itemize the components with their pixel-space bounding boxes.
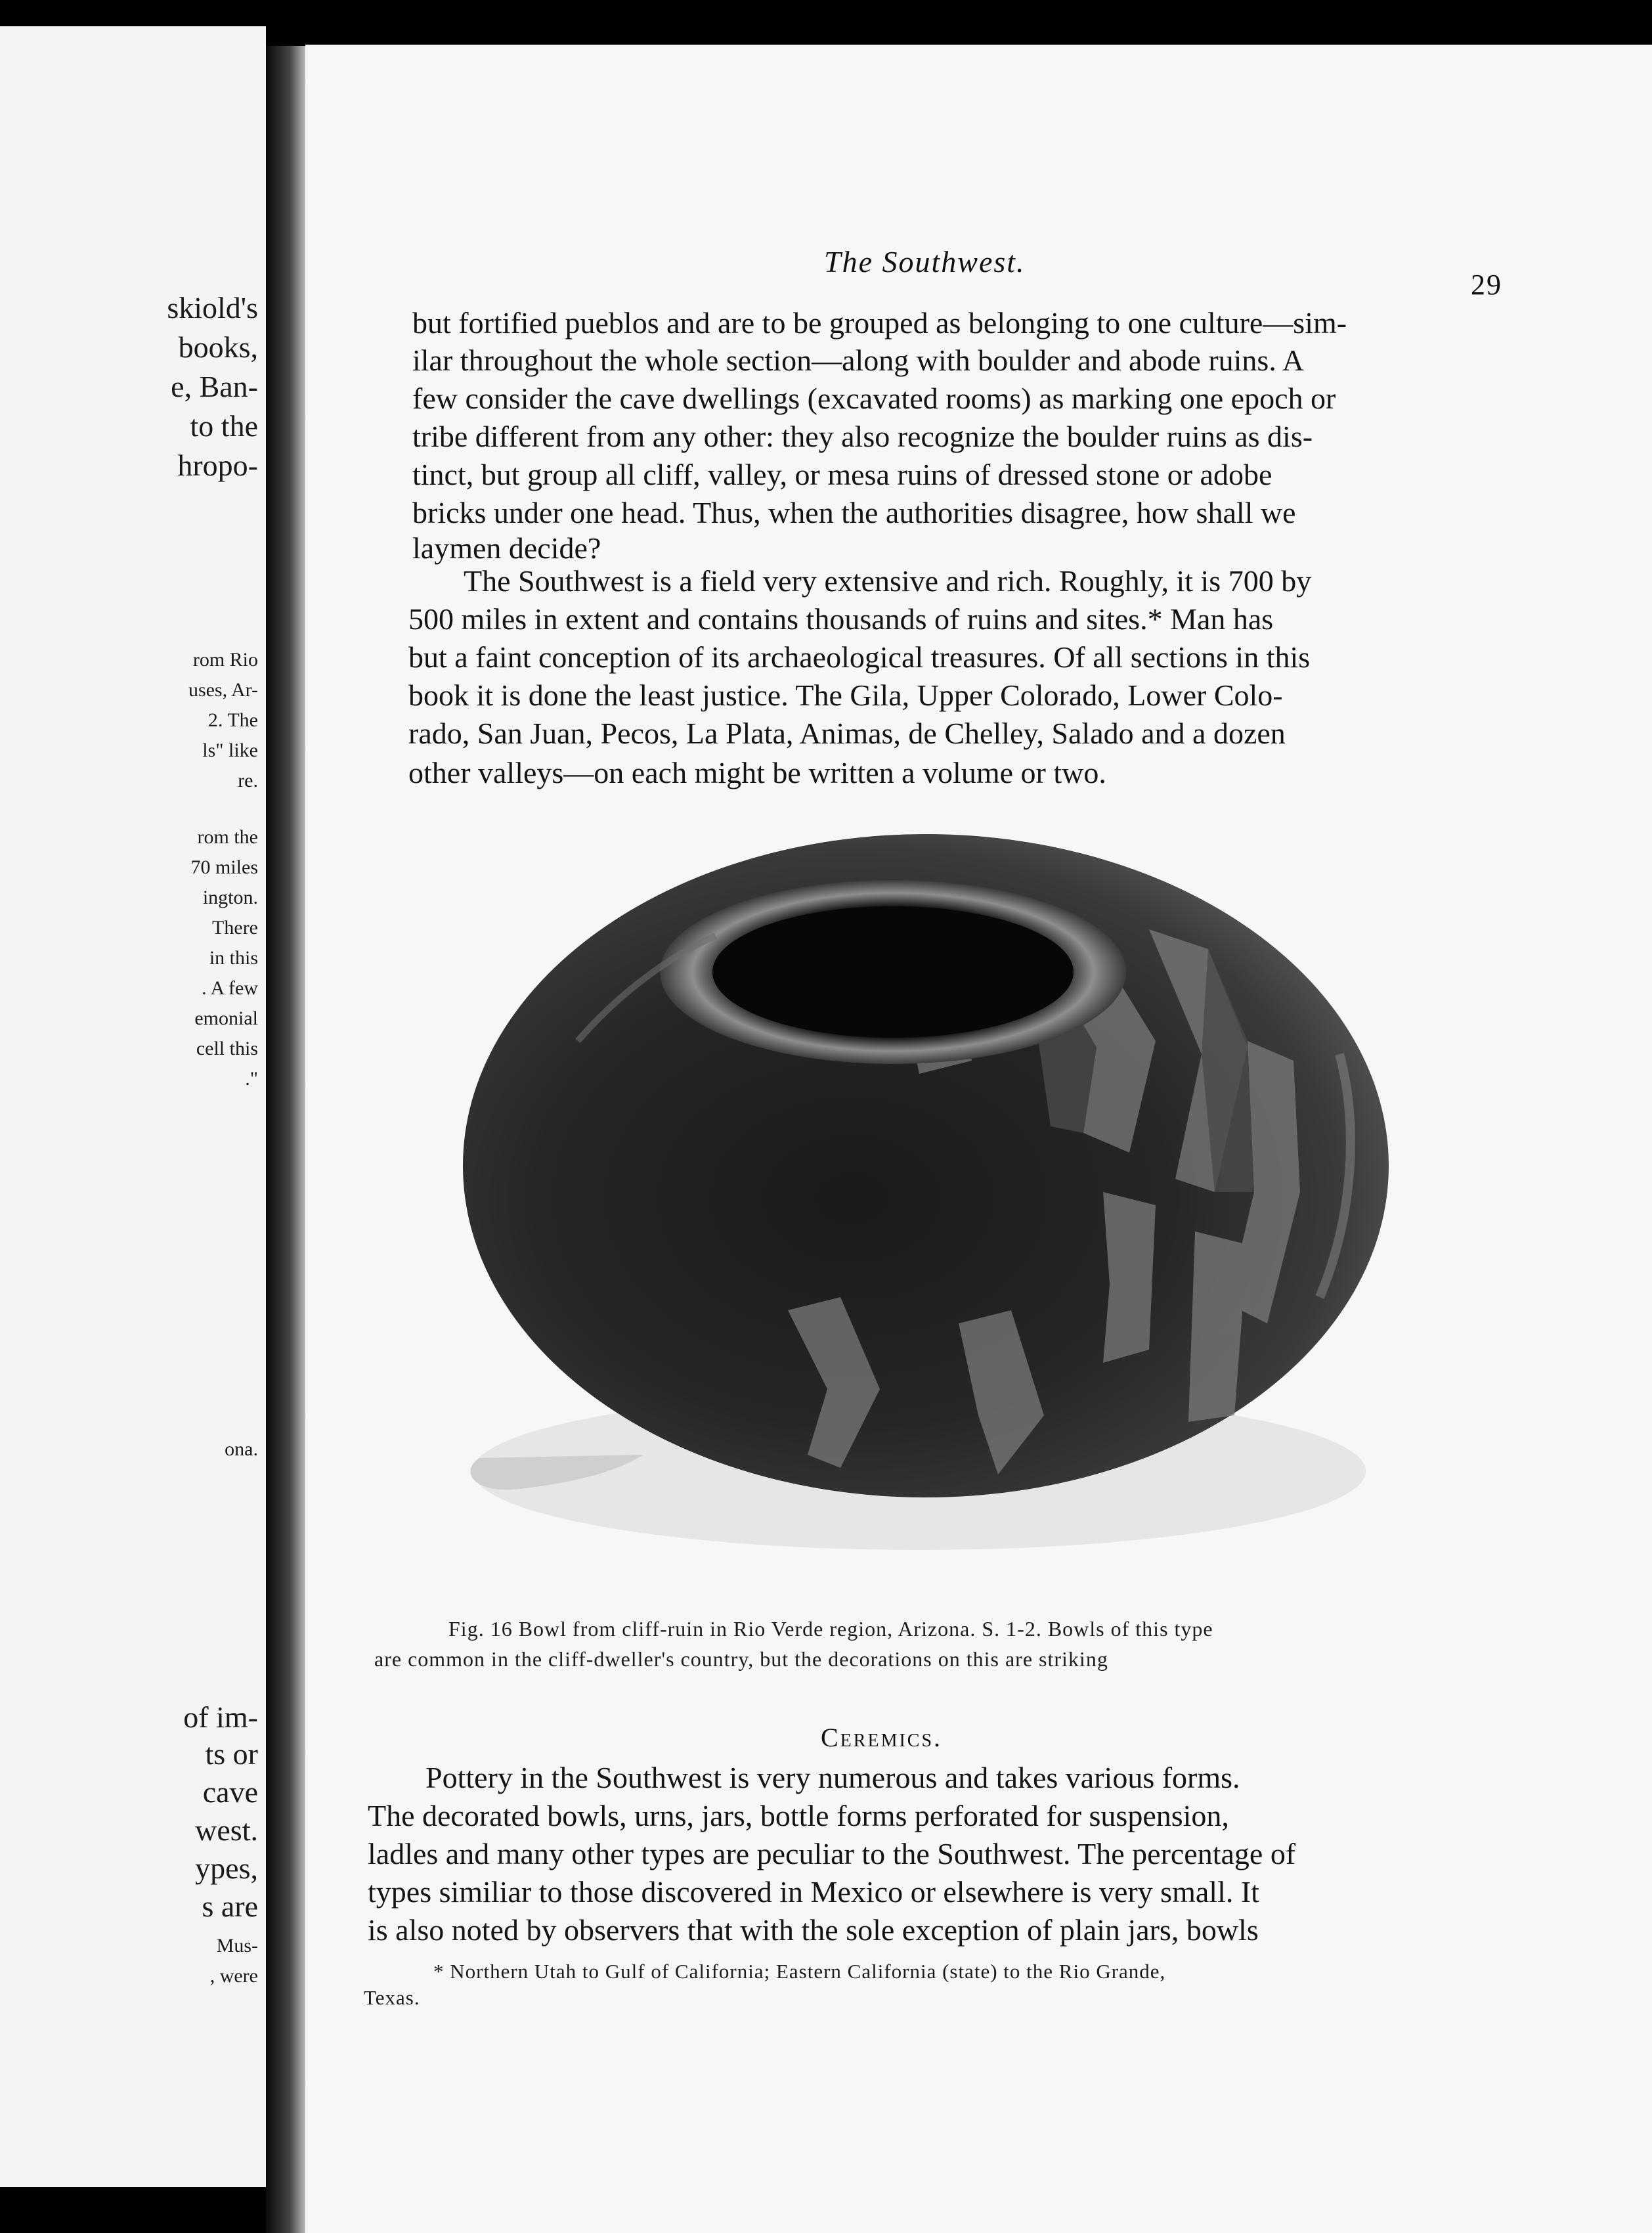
footnote-line: * Northern Utah to Gulf of California; Eastern California (state) to the Rio Grande, bbox=[433, 1960, 1166, 1983]
figure-caption-line: are common in the cliff-dweller's country, but the decorations on this are striking bbox=[374, 1647, 1108, 1671]
paragraph-2-line: but a faint conception of its archaeological treasures. Of all sections in this bbox=[408, 640, 1311, 674]
paragraph-3-line: is also noted by observers that with the sole exception of plain jars, bowls bbox=[368, 1913, 1259, 1947]
left-page-line: uses, Ar- bbox=[188, 679, 258, 701]
section-heading: Ceremics. bbox=[821, 1723, 943, 1752]
left-page-line: to the bbox=[190, 409, 258, 443]
left-page-line: of im- bbox=[183, 1700, 258, 1734]
paragraph-1-line: tinct, but group all cliff, valley, or mesa ruins of dressed stone or adobe bbox=[412, 458, 1272, 491]
paragraph-3-line: Pottery in the Southwest is very numerous and takes various forms. bbox=[425, 1761, 1240, 1794]
paragraph-2-line: 500 miles in extent and contains thousands of ruins and sites.* Man has bbox=[408, 602, 1274, 636]
footnote-line: Texas. bbox=[364, 1986, 420, 2009]
paragraph-2-line: The Southwest is a field very extensive and rich. Roughly, it is 700 by bbox=[464, 564, 1312, 598]
left-page-line: books, bbox=[178, 330, 258, 364]
paragraph-3-line: types similiar to those discovered in Mexico or elsewhere is very small. It bbox=[368, 1875, 1259, 1909]
left-page-line: skiold's bbox=[167, 291, 258, 324]
page-number: 29 bbox=[1471, 269, 1502, 301]
left-page-line: e, Ban- bbox=[171, 370, 258, 403]
paragraph-3-line: The decorated bowls, urns, jars, bottle forms perforated for suspension, bbox=[368, 1799, 1229, 1832]
facing-page-left bbox=[0, 26, 266, 2187]
left-page-line: emonial bbox=[194, 1007, 258, 1029]
paragraph-1-line: ilar throughout the whole section—along with boulder and abode ruins. A bbox=[412, 343, 1305, 377]
left-page-line: Mus- bbox=[216, 1935, 258, 1957]
left-page-line: ts or bbox=[205, 1737, 258, 1771]
paragraph-2-line: other valleys—on each might be written a volume or two. bbox=[408, 756, 1106, 789]
paragraph-2-line: book it is done the least justice. The Gila, Upper Colorado, Lower Colo- bbox=[408, 678, 1283, 712]
left-page-line: hropo- bbox=[177, 449, 258, 482]
paragraph-1-line: few consider the cave dwellings (excavated rooms) as marking one epoch or bbox=[412, 382, 1336, 415]
left-page-line: rom the bbox=[197, 826, 258, 848]
left-page-line: , were bbox=[209, 1965, 258, 1987]
paragraph-1-line: tribe different from any other: they also recognize the boulder ruins as dis- bbox=[412, 420, 1313, 453]
left-page-line: ington. bbox=[202, 887, 258, 908]
left-page-line: ypes, bbox=[195, 1851, 258, 1885]
left-page-line: 2. The bbox=[207, 709, 258, 731]
paragraph-1-line: but fortified pueblos and are to be grouped as belonging to one culture—sim- bbox=[412, 306, 1347, 340]
paragraph-1-line: laymen decide? bbox=[412, 531, 601, 565]
figure-caption-line: Fig. 16 Bowl from cliff-ruin in Rio Verde region, Arizona. S. 1-2. Bowls of this type bbox=[448, 1617, 1213, 1641]
book-gutter-shadow bbox=[266, 46, 305, 2233]
left-page-line: 70 miles bbox=[190, 856, 258, 878]
paragraph-2-line: rado, San Juan, Pecos, La Plata, Animas, de Chelley, Salado and a dozen bbox=[408, 717, 1286, 750]
left-page-line: s are bbox=[202, 1890, 258, 1923]
left-page-line: in this bbox=[209, 947, 258, 969]
left-page-line: cell this bbox=[196, 1038, 258, 1059]
left-page-line: . A few bbox=[202, 977, 258, 999]
bowl-photograph bbox=[420, 824, 1431, 1593]
paragraph-1-line: bricks under one head. Thus, when the authorities disagree, how shall we bbox=[412, 496, 1296, 529]
left-page-line: west. bbox=[195, 1813, 258, 1847]
left-page-line: re. bbox=[238, 770, 258, 791]
left-page-line: rom Rio bbox=[192, 649, 258, 671]
paragraph-3-line: ladles and many other types are peculiar to the Southwest. The percentage of bbox=[368, 1837, 1296, 1870]
left-page-line: cave bbox=[202, 1775, 258, 1809]
left-page-line: There bbox=[212, 917, 258, 939]
left-page-line: ona. bbox=[225, 1438, 258, 1460]
left-page-line: ls" like bbox=[202, 740, 258, 761]
left-page-line: ." bbox=[245, 1068, 258, 1090]
running-head: The Southwest. bbox=[824, 245, 1026, 278]
